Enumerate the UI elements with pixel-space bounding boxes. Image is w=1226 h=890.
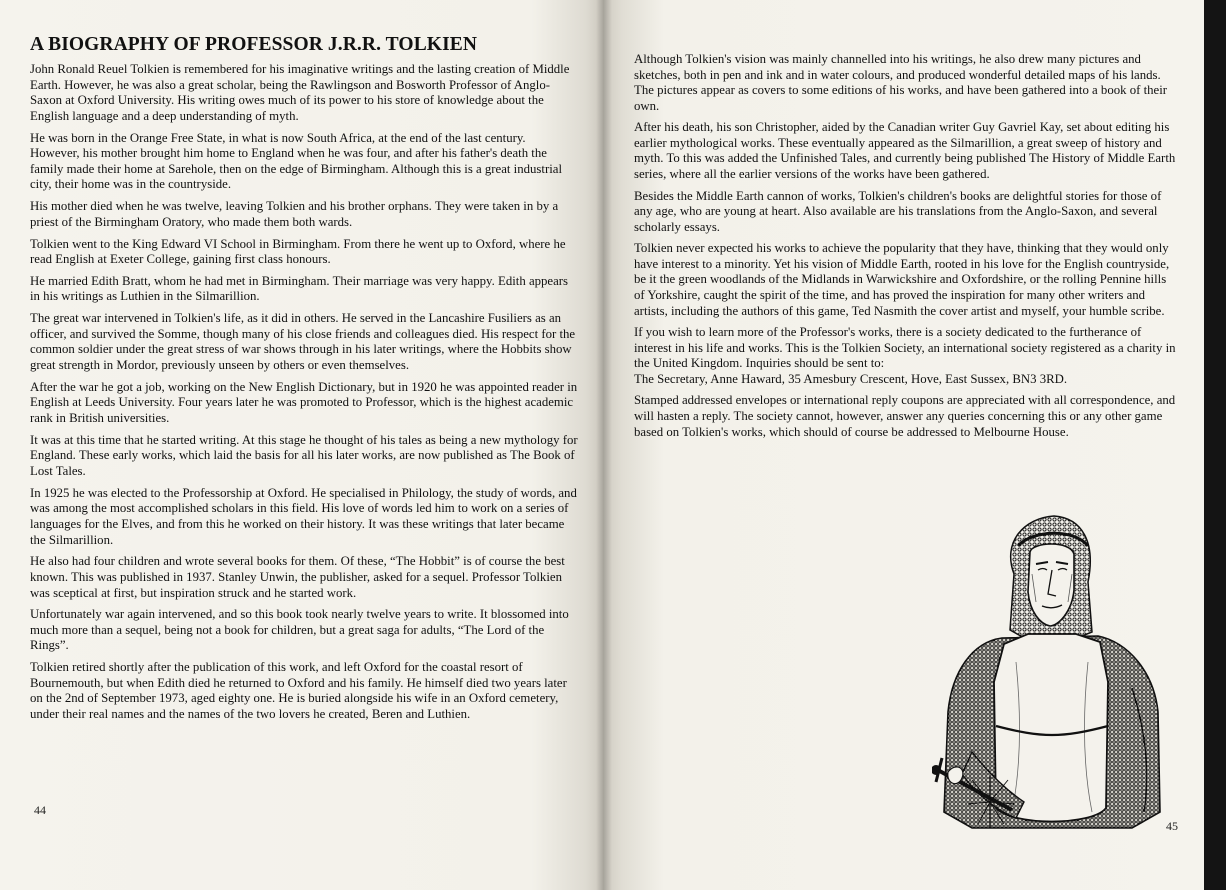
left-page <box>0 0 604 890</box>
paragraph: After his death, his son Christopher, aided by the Canadian writer Guy Gavriel Kay, set about editing his earlier mythological works. These eventually appeared as the Silmarillion, a great sweep of history and myth. To this was added the Unfinished Tales, and currently being published The History of Middle Earth series, where all the earlier versions of the works have been gathered. <box>634 120 1176 182</box>
paragraph: The great war intervened in Tolkien's life, as it did in others. He served in the Lancashire Fusiliers as an officer, and survived the Somme, though many of his close friends and colleagues died. His respect for the common soldier under the great stress of war shows through in his later writings, where the Hobbits show great strength in Mordor, previously unseen by others or even themselves. <box>30 311 576 373</box>
page-number-left: 44 <box>34 803 46 817</box>
paragraph: His mother died when he was twelve, leaving Tolkien and his brother orphans. They were taken in by a priest of the Birmingham Oratory, who made them both wards. <box>30 199 559 229</box>
society-text: If you wish to learn more of the Professor's works, there is a society dedicated to the furtherance of interest in his life and works. This is the Tolkien Society, an international society registered as a charity in the United Kingdom. Inquiries should be sent to: <box>634 325 1176 371</box>
right-column <box>634 52 1179 446</box>
paragraph: Tolkien retired shortly after the publication of this work, and left Oxford for the coastal resort of Bournemouth, but when Edith died he returned to Oxford and his family. He himself died two years later on the 2nd of September 1973, aged eighty one. He is buried alongside his wife in an Oxford cemetery, under their real names and the names of the two lovers he created, Beren and Luthien. <box>30 660 567 722</box>
paragraph: He also had four children and wrote several books for them. Of these, “The Hobbit” is of course the best known. This was published in 1937. Stanley Unwin, the publisher, asked for a sequel. Professor Tolkien was sceptical at first, but inspiration struck and he started work. <box>30 554 565 600</box>
page-number-right: 45 <box>1166 819 1178 833</box>
paragraph: After the war he got a job, working on the New English Dictionary, but in 1920 he was appointed reader in English at Leeds University. Four years later he was promoted to Professor, which is the highest academic rank in British universities. <box>30 379 578 425</box>
paragraph: Tolkien went to the King Edward VI School in Birmingham. From there he went up to Oxford, where he read English at Exeter College, gaining first class honours. <box>30 236 566 267</box>
paragraph: He was born in the Orange Free State, in what is now South Africa, at the end of the last century. However, his mother brought him home to England when he was four, and after his father's death the family made their home at Sarehole, then on the edge of Birmingham. Although this is a great industrial city, their home was in the countryside. <box>30 130 563 192</box>
right-page <box>604 0 1204 890</box>
paragraph <box>634 325 1179 387</box>
paragraph: Stamped addressed envelopes or international reply coupons are appreciated with all correspondence, and will hasten a reply. The society cannot, however, answer any queries concerning this or any other game based on Tolkien's works, which should of course be addressed to Melbourne House. <box>634 393 1176 439</box>
page-title: A BIOGRAPHY OF PROFESSOR J.R.R. TOLKIEN <box>30 34 478 55</box>
armoured-warrior-drawing-icon <box>932 512 1174 834</box>
page-edge <box>1204 0 1226 890</box>
paragraph: John Ronald Reuel Tolkien is remembered for his imaginative writings and the lasting creation of Middle Earth. However, he was also a great scholar, being the Rawlingson and Bosworth Professor of Anglo-Saxon at Oxford University. His writing owes much of its power to his store of knowledge about the English language and a deep understanding of myth. <box>30 62 570 123</box>
paragraph: Besides the Middle Earth cannon of works, Tolkien's children's books are delightful stories for those of any age, who are young at heart. Also available are his translations from the Anglo-Saxon, and several scholarly essays. <box>634 188 1162 234</box>
left-column <box>30 34 578 729</box>
book-gutter <box>596 0 612 890</box>
paragraph: In 1925 he was elected to the Professorship at Oxford. He specialised in Philology, the study of words, and was among the most accomplished scholars in this field. His love of words led him to work on a series of languages for the Elves, and from this he worked on their history. It was these writings that later became the Silmarillion. <box>30 485 577 547</box>
paragraph: Unfortunately war again intervened, and so this book took nearly twelve years to write. It blossomed into much more than a sequel, being not a book for children, but a great saga for adults, “The Lord of the Rings”. <box>30 607 569 653</box>
paragraph: He married Edith Bratt, whom he had met in Birmingham. Their marriage was very happy. Edith appears in his writings as Luthien in the Silmarillion. <box>30 273 569 304</box>
paragraph: Tolkien never expected his works to achieve the popularity that they have, thinking that they would only have interest to a minority. Yet his vision of Middle Earth, rooted in his love for the English countryside, be it the green woodlands of the Midlands in Warwickshire and Oxfordshire, or the rolling Pennine hills of Yorkshire, caught the spirit of the time, and has proved the inspiration for many other writers and artists, including the authors of this game, Ted Nasmith the cover artist and myself, your humble scribe. <box>634 241 1170 318</box>
society-address: The Secretary, Anne Haward, 35 Amesbury Crescent, Hove, East Sussex, BN3 3RD. <box>634 371 1068 386</box>
paragraph: It was at this time that he started writing. At this stage he thought of his tales as being a new mythology for England. These early works, which laid the basis for all his later works, are now published as The Book of Lost Tales. <box>30 432 578 478</box>
paragraph: Although Tolkien's vision was mainly channelled into his writings, he also drew many pictures and sketches, both in pen and ink and in water colours, and produced wonderful detailed maps of his lands. The pictures appear as covers to some editions of his works, and have been gathered into a book of their own. <box>634 52 1168 113</box>
